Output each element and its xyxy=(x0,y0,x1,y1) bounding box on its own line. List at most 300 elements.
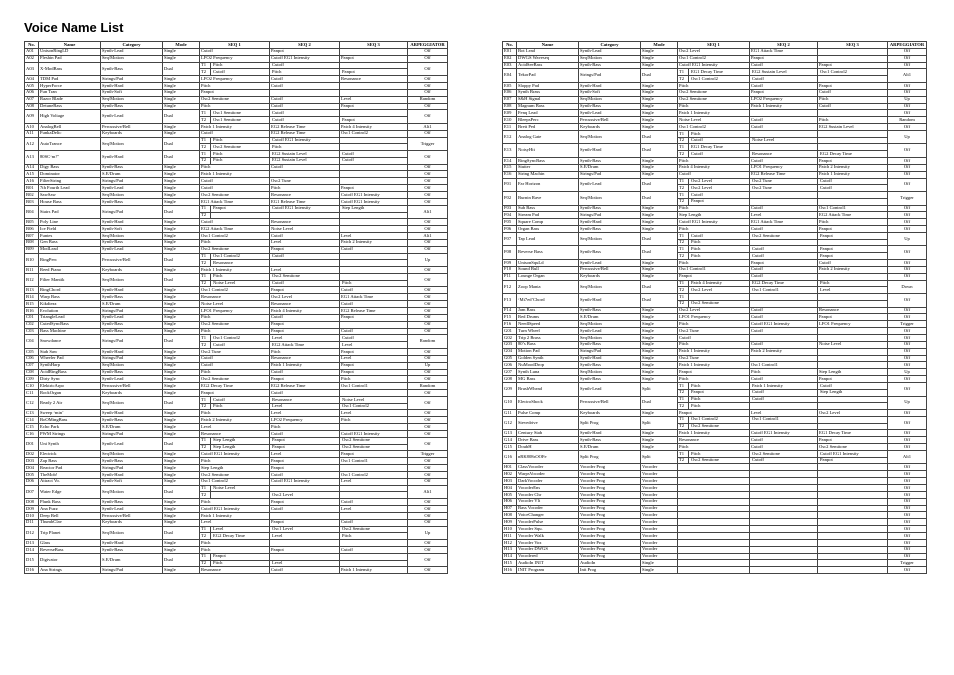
program-number: G11 xyxy=(503,410,517,417)
program-name: TDM Pad xyxy=(39,76,101,83)
seq1-line xyxy=(200,532,269,539)
arpeggiator: Off xyxy=(888,328,927,335)
seq2 xyxy=(750,246,818,260)
seq3: Panpot xyxy=(340,103,408,110)
voice-mode: Dual xyxy=(163,62,200,76)
table-row xyxy=(25,110,448,124)
program-name: ReverseBass xyxy=(39,546,101,553)
arpeggiator: Off xyxy=(888,89,927,96)
program-number: D15 xyxy=(25,553,39,567)
seq1: Patch 1 Intensity xyxy=(678,110,750,117)
category: Synth-Bass xyxy=(579,103,641,110)
seq1 xyxy=(678,416,750,430)
program-number: E10 xyxy=(503,117,517,124)
seq1-value: Cutoff xyxy=(691,232,703,238)
program-number: B03 xyxy=(25,198,39,205)
seq3 xyxy=(340,205,408,219)
column-header: Mode xyxy=(641,42,678,49)
category: Synth-Hard xyxy=(101,82,163,89)
program-name: RingSyncBass xyxy=(517,157,579,164)
table-row xyxy=(25,301,448,308)
program-number: E15 xyxy=(503,164,517,171)
category: Synth-Hard xyxy=(579,355,641,362)
category: Synth-Lead xyxy=(101,48,163,55)
program-number: H01 xyxy=(503,464,517,471)
voice-mode: Split xyxy=(641,416,678,430)
seq1: Osc2 Level xyxy=(678,48,750,55)
arpeggiator: Off xyxy=(888,124,927,131)
track-label: T1 xyxy=(200,138,211,144)
category: Seq/Motion xyxy=(101,362,163,369)
program-number: E11 xyxy=(503,124,517,131)
seq1 xyxy=(678,567,750,574)
program-name: TheMob! xyxy=(39,471,101,478)
seq2: EG2 Release Time xyxy=(750,171,818,178)
seq2: Osc1 Control1 xyxy=(750,362,818,369)
seq3-stack xyxy=(340,206,407,219)
category: Init Prog xyxy=(579,567,641,574)
table-row xyxy=(503,321,927,328)
category: Keyboards xyxy=(579,124,641,131)
seq3-value: Pitch xyxy=(342,280,352,286)
seq3: Panpot xyxy=(340,314,408,321)
table-row xyxy=(503,246,927,260)
voice-mode: Single xyxy=(641,96,678,103)
voice-mode: Single xyxy=(163,55,200,62)
category: Percussive/Bell xyxy=(101,383,163,390)
program-name: NoisyHit xyxy=(517,144,579,158)
track-label: T1 xyxy=(678,192,689,198)
seq2: EG1 Attack Time xyxy=(750,219,818,226)
seq1-stack xyxy=(678,383,749,396)
table-row xyxy=(503,328,927,335)
category: Synth-Hard xyxy=(579,82,641,89)
table-row xyxy=(503,130,927,144)
seq3: Pitch xyxy=(818,219,888,226)
program-number: G08 xyxy=(503,376,517,383)
category: S.E/Drum xyxy=(579,314,641,321)
arpeggiator: Off xyxy=(888,55,927,62)
seq3 xyxy=(340,553,408,567)
seq1-line xyxy=(200,143,269,150)
seq1-value: Cutoff xyxy=(213,68,225,74)
voice-mode: Single xyxy=(163,321,200,328)
seq3 xyxy=(818,192,888,206)
table-row xyxy=(25,103,448,110)
arpeggiator: Off xyxy=(888,430,927,437)
arpeggiator: Off xyxy=(408,103,448,110)
seq2: Resonance xyxy=(270,219,340,226)
category: Keyboards xyxy=(101,519,163,526)
arpeggiator: Off xyxy=(408,519,448,526)
seq2 xyxy=(270,396,340,410)
voice-mode: Dual xyxy=(163,485,200,499)
seq2-value: Osc2 Semitone xyxy=(752,232,780,238)
program-number: H06 xyxy=(503,498,517,505)
program-name: Zap Bass xyxy=(39,458,101,465)
seq3 xyxy=(340,110,408,124)
seq1-value: Pitch xyxy=(213,62,223,68)
seq1: LFO2 Frequency xyxy=(200,55,270,62)
voice-mode: Single xyxy=(641,124,678,131)
program-name: RingChord xyxy=(39,287,101,294)
program-name: Echo Park xyxy=(39,424,101,431)
arpeggiator: Off xyxy=(408,396,448,410)
voice-mode: Vocoder xyxy=(641,491,678,498)
seq1 xyxy=(200,110,270,124)
seq3-line xyxy=(340,212,407,219)
seq1: Cutoff EG1 Intensity xyxy=(200,451,270,458)
program-name: Golden Synth xyxy=(517,355,579,362)
seq1-value: Osc1 Control2 xyxy=(691,75,718,81)
seq3: Osc2 Semitone xyxy=(818,444,888,451)
seq1: Cutoff xyxy=(200,355,270,362)
seq3-value: Osc2 Semitone xyxy=(342,444,370,450)
program-number: G13 xyxy=(503,430,517,437)
arpeggiator: Up xyxy=(888,369,927,376)
table-row xyxy=(25,192,448,199)
seq3: EG1 Attack Time xyxy=(340,294,408,301)
category: Vocoder Prog xyxy=(579,539,641,546)
seq1: Pitch xyxy=(200,314,270,321)
seq3: Cutoff xyxy=(340,328,408,335)
seq1-stack xyxy=(678,417,749,430)
seq2 xyxy=(750,334,818,341)
table-row xyxy=(25,478,448,485)
seq3 xyxy=(340,164,408,171)
table-row xyxy=(25,465,448,472)
seq3 xyxy=(818,69,888,83)
program-name: Synth Brass xyxy=(517,89,579,96)
table-row xyxy=(25,328,448,335)
arpeggiator: Up xyxy=(408,526,448,540)
voice-mode: Split xyxy=(641,450,678,464)
seq2-line xyxy=(270,68,339,75)
seq2: Panpot xyxy=(270,465,340,472)
seq1: Patch 1 Intensity xyxy=(200,123,270,130)
seq1: Pitch xyxy=(200,458,270,465)
program-name: Lounge Organ xyxy=(517,273,579,280)
voice-mode: Single xyxy=(641,430,678,437)
seq2 xyxy=(750,505,818,512)
seq1: Step Length xyxy=(200,465,270,472)
seq2-line xyxy=(270,341,339,348)
seq1: Pitch xyxy=(678,444,750,451)
table-row xyxy=(25,417,448,424)
voice-mode: Single xyxy=(163,355,200,362)
seq3-value: Cutoff xyxy=(342,150,354,156)
voice-mode: Single xyxy=(163,499,200,506)
track-label: T2 xyxy=(678,253,689,259)
program-number: H05 xyxy=(503,491,517,498)
seq2: Osc2 Level xyxy=(270,294,340,301)
program-number: H15 xyxy=(503,560,517,567)
seq1: Osc2 Semitone xyxy=(200,246,270,253)
seq2 xyxy=(270,335,340,349)
program-name: Zoop Mania xyxy=(517,280,579,294)
seq1-line xyxy=(678,137,749,144)
seq2: EG2 Release Time xyxy=(270,383,340,390)
arpeggiator: Off xyxy=(408,192,448,199)
voice-mode: Single xyxy=(641,307,678,314)
seq3 xyxy=(340,335,408,349)
voice-mode: Single xyxy=(641,89,678,96)
category: Synth-Lead xyxy=(579,328,641,335)
table-row xyxy=(503,192,927,206)
seq2: Level xyxy=(270,239,340,246)
arpeggiator: Off xyxy=(408,376,448,383)
seq3: Pitch xyxy=(818,117,888,124)
category: Strings/Pad xyxy=(101,335,163,349)
seq3: Pitch xyxy=(340,417,408,424)
table-row xyxy=(503,362,927,369)
seq2: Cutoff xyxy=(270,232,340,239)
seq1 xyxy=(200,62,270,76)
column-header: Category xyxy=(101,42,163,49)
seq1: EG2 Decay Time xyxy=(200,383,270,390)
track-label: T1 xyxy=(678,131,689,137)
seq1: Pitch xyxy=(678,321,750,328)
arpeggiator: Off xyxy=(888,519,927,526)
seq3-stack xyxy=(340,138,407,151)
seq1: Cutoff xyxy=(200,185,270,192)
seq3: Osc1 Control2 xyxy=(340,471,408,478)
seq3-line xyxy=(818,239,887,246)
voice-mode: Single xyxy=(641,314,678,321)
voice-mode: Single xyxy=(641,219,678,226)
seq2 xyxy=(270,62,340,76)
arpeggiator: Off xyxy=(888,348,927,355)
arpeggiator: Off xyxy=(408,89,448,96)
program-number: F02 xyxy=(503,192,517,206)
seq1 xyxy=(678,478,750,485)
seq3 xyxy=(340,465,408,472)
category: Synth-Lead xyxy=(101,314,163,321)
seq3-value: Panpot xyxy=(820,457,833,463)
seq3: Cutoff EG1 Intensity xyxy=(340,431,408,438)
voice-mode: Single xyxy=(163,471,200,478)
table-row xyxy=(25,62,448,76)
voice-mode: Single xyxy=(163,328,200,335)
seq2 xyxy=(750,130,818,144)
seq3 xyxy=(340,390,408,397)
seq1-line xyxy=(678,184,749,191)
program-number: A12 xyxy=(25,137,39,151)
seq2 xyxy=(750,526,818,533)
program-name: Vocoder DWGS xyxy=(517,546,579,553)
seq3-line xyxy=(340,532,407,539)
seq2 xyxy=(750,355,818,362)
program-number: D03 xyxy=(25,458,39,465)
seq3 xyxy=(818,519,888,526)
seq2: Panpot xyxy=(270,376,340,383)
table-row xyxy=(503,450,927,464)
seq3-stack xyxy=(818,233,887,246)
seq1 xyxy=(678,553,750,560)
program-name: AcidSeeBass xyxy=(517,62,579,69)
voice-mode: Single xyxy=(641,437,678,444)
seq3: Osc2 Level xyxy=(818,410,888,417)
seq3-stack xyxy=(818,451,887,464)
seq3 xyxy=(818,55,888,62)
voice-mode: Single xyxy=(163,123,200,130)
seq1-line xyxy=(200,157,269,164)
category: Synth-Bass xyxy=(579,157,641,164)
seq1-value: Osc2 Level xyxy=(691,286,713,292)
program-name: Fun Tran xyxy=(39,89,101,96)
seq1: Osc1 Control2 xyxy=(678,124,750,131)
seq3-line xyxy=(818,252,887,259)
seq1: Level xyxy=(200,519,270,526)
category: Synth-Hard xyxy=(101,219,163,226)
seq2-value: Osc2 Level xyxy=(272,492,294,497)
program-number: E12 xyxy=(503,130,517,144)
arpeggiator: Off xyxy=(888,62,927,69)
arpeggiator: Off xyxy=(408,267,448,274)
voice-mode: Split xyxy=(641,383,678,397)
seq1-stack xyxy=(200,554,269,567)
seq3 xyxy=(818,362,888,369)
program-name: Red Drums xyxy=(517,314,579,321)
category: Synth-Bass xyxy=(101,546,163,553)
arpeggiator: Off xyxy=(408,471,448,478)
category: Strings/Pad xyxy=(101,178,163,185)
program-name: Dominator xyxy=(39,171,101,178)
voice-mode: Vocoder xyxy=(641,533,678,540)
program-number: D02 xyxy=(25,451,39,458)
track-label: T1 xyxy=(678,281,689,287)
program-name: DetuneBass xyxy=(39,103,101,110)
seq1-line xyxy=(678,423,749,430)
arpeggiator: Trigger xyxy=(888,192,927,206)
table-row xyxy=(503,55,927,62)
track-label: T2 xyxy=(678,458,689,464)
seq3: Level xyxy=(340,410,408,417)
seq3-line xyxy=(340,143,407,150)
category: Seq/Motion xyxy=(101,96,163,103)
seq1-value: Pitch xyxy=(691,396,701,402)
seq1 xyxy=(200,335,270,349)
seq2: Pitch xyxy=(270,424,340,431)
program-number: A07 xyxy=(25,96,39,103)
seq1-value: Panpot xyxy=(213,205,226,211)
arpeggiator: Trigger xyxy=(408,451,448,458)
seq1-value: Pitch xyxy=(691,450,701,456)
seq2: Pitch xyxy=(270,185,340,192)
program-name: FunkaDelic xyxy=(39,130,101,137)
seq1-value: Cutoff xyxy=(691,191,703,197)
table-body xyxy=(25,48,448,573)
program-name: Vocoder Vox xyxy=(517,539,579,546)
table-row xyxy=(25,471,448,478)
seq3-stack xyxy=(340,486,407,499)
table-row xyxy=(25,506,448,513)
seq2 xyxy=(750,485,818,492)
arpeggiator: Off xyxy=(408,239,448,246)
seq2: Pitch xyxy=(750,369,818,376)
seq1 xyxy=(678,192,750,206)
seq3 xyxy=(818,110,888,117)
table-row xyxy=(25,431,448,438)
seq1: Cutoff xyxy=(200,130,270,137)
seq2: Noise Level xyxy=(270,226,340,233)
seq3 xyxy=(818,560,888,567)
voice-mode: Single xyxy=(163,267,200,274)
seq1-value: Step Length xyxy=(213,444,236,450)
seq3: EG2 Sustain Level xyxy=(818,124,888,131)
seq2: Panpot xyxy=(270,458,340,465)
seq3 xyxy=(340,437,408,451)
seq3: Panpot xyxy=(818,226,888,233)
program-name: HyperForce xyxy=(39,82,101,89)
table-row xyxy=(25,123,448,130)
seq2: Cutoff xyxy=(750,273,818,280)
program-number: B02 xyxy=(25,192,39,199)
seq1-line xyxy=(678,389,749,396)
seq3 xyxy=(818,334,888,341)
seq3-value: Step Length xyxy=(342,205,365,211)
category: AudioIn xyxy=(579,560,641,567)
seq1: Pitch xyxy=(678,205,750,212)
category: Synth-Lead xyxy=(101,437,163,451)
program-name: Vocoder Vlt xyxy=(517,498,579,505)
voice-mode: Dual xyxy=(641,144,678,158)
program-number: C01 xyxy=(25,314,39,321)
program-number: C05 xyxy=(25,348,39,355)
seq1-value: Osc2 Semitone xyxy=(691,300,719,306)
program-number: A06 xyxy=(25,89,39,96)
seq2: Cutoff xyxy=(750,157,818,164)
arpeggiator: Off xyxy=(408,328,448,335)
seq1-value: Osc2 Level xyxy=(691,184,713,190)
category: Strings/Pad xyxy=(579,212,641,219)
program-name: Brett Ped xyxy=(517,124,579,131)
program-number: F04 xyxy=(503,212,517,219)
program-name: Trip 2 Brass xyxy=(517,334,579,341)
voice-mode: Vocoder xyxy=(641,526,678,533)
seq1: Patch 1 Intensity xyxy=(200,267,270,274)
category: S.E/Drum xyxy=(101,171,163,178)
track-label: T2 xyxy=(678,390,689,396)
voice-mode: Single xyxy=(163,458,200,465)
seq1-stack xyxy=(200,63,269,76)
seq3 xyxy=(340,273,408,287)
seq1: Pitch xyxy=(678,341,750,348)
arpeggiator: Off xyxy=(888,246,927,260)
program-name: AudioIn INIT xyxy=(517,560,579,567)
seq2: Cutoff xyxy=(270,390,340,397)
seq2: Cutoff xyxy=(750,376,818,383)
column-header: No. xyxy=(503,42,517,49)
seq2 xyxy=(270,526,340,540)
track-label: T1 xyxy=(200,110,211,116)
seq3 xyxy=(818,450,888,464)
seq2-line xyxy=(750,402,817,409)
seq3 xyxy=(340,512,408,519)
column-header: SEQ 2 xyxy=(750,42,818,49)
seq3: Osc1 Control1 xyxy=(818,205,888,212)
seq2 xyxy=(750,539,818,546)
seq2: Panpot xyxy=(750,89,818,96)
seq2: Cutoff xyxy=(270,369,340,376)
seq2-stack xyxy=(270,254,339,267)
seq2-line xyxy=(750,239,817,246)
voice-mode: Dual xyxy=(641,192,678,206)
program-number: E07 xyxy=(503,96,517,103)
seq1 xyxy=(200,437,270,451)
seq2-value: Cutoff xyxy=(752,252,764,258)
seq1 xyxy=(678,519,750,526)
